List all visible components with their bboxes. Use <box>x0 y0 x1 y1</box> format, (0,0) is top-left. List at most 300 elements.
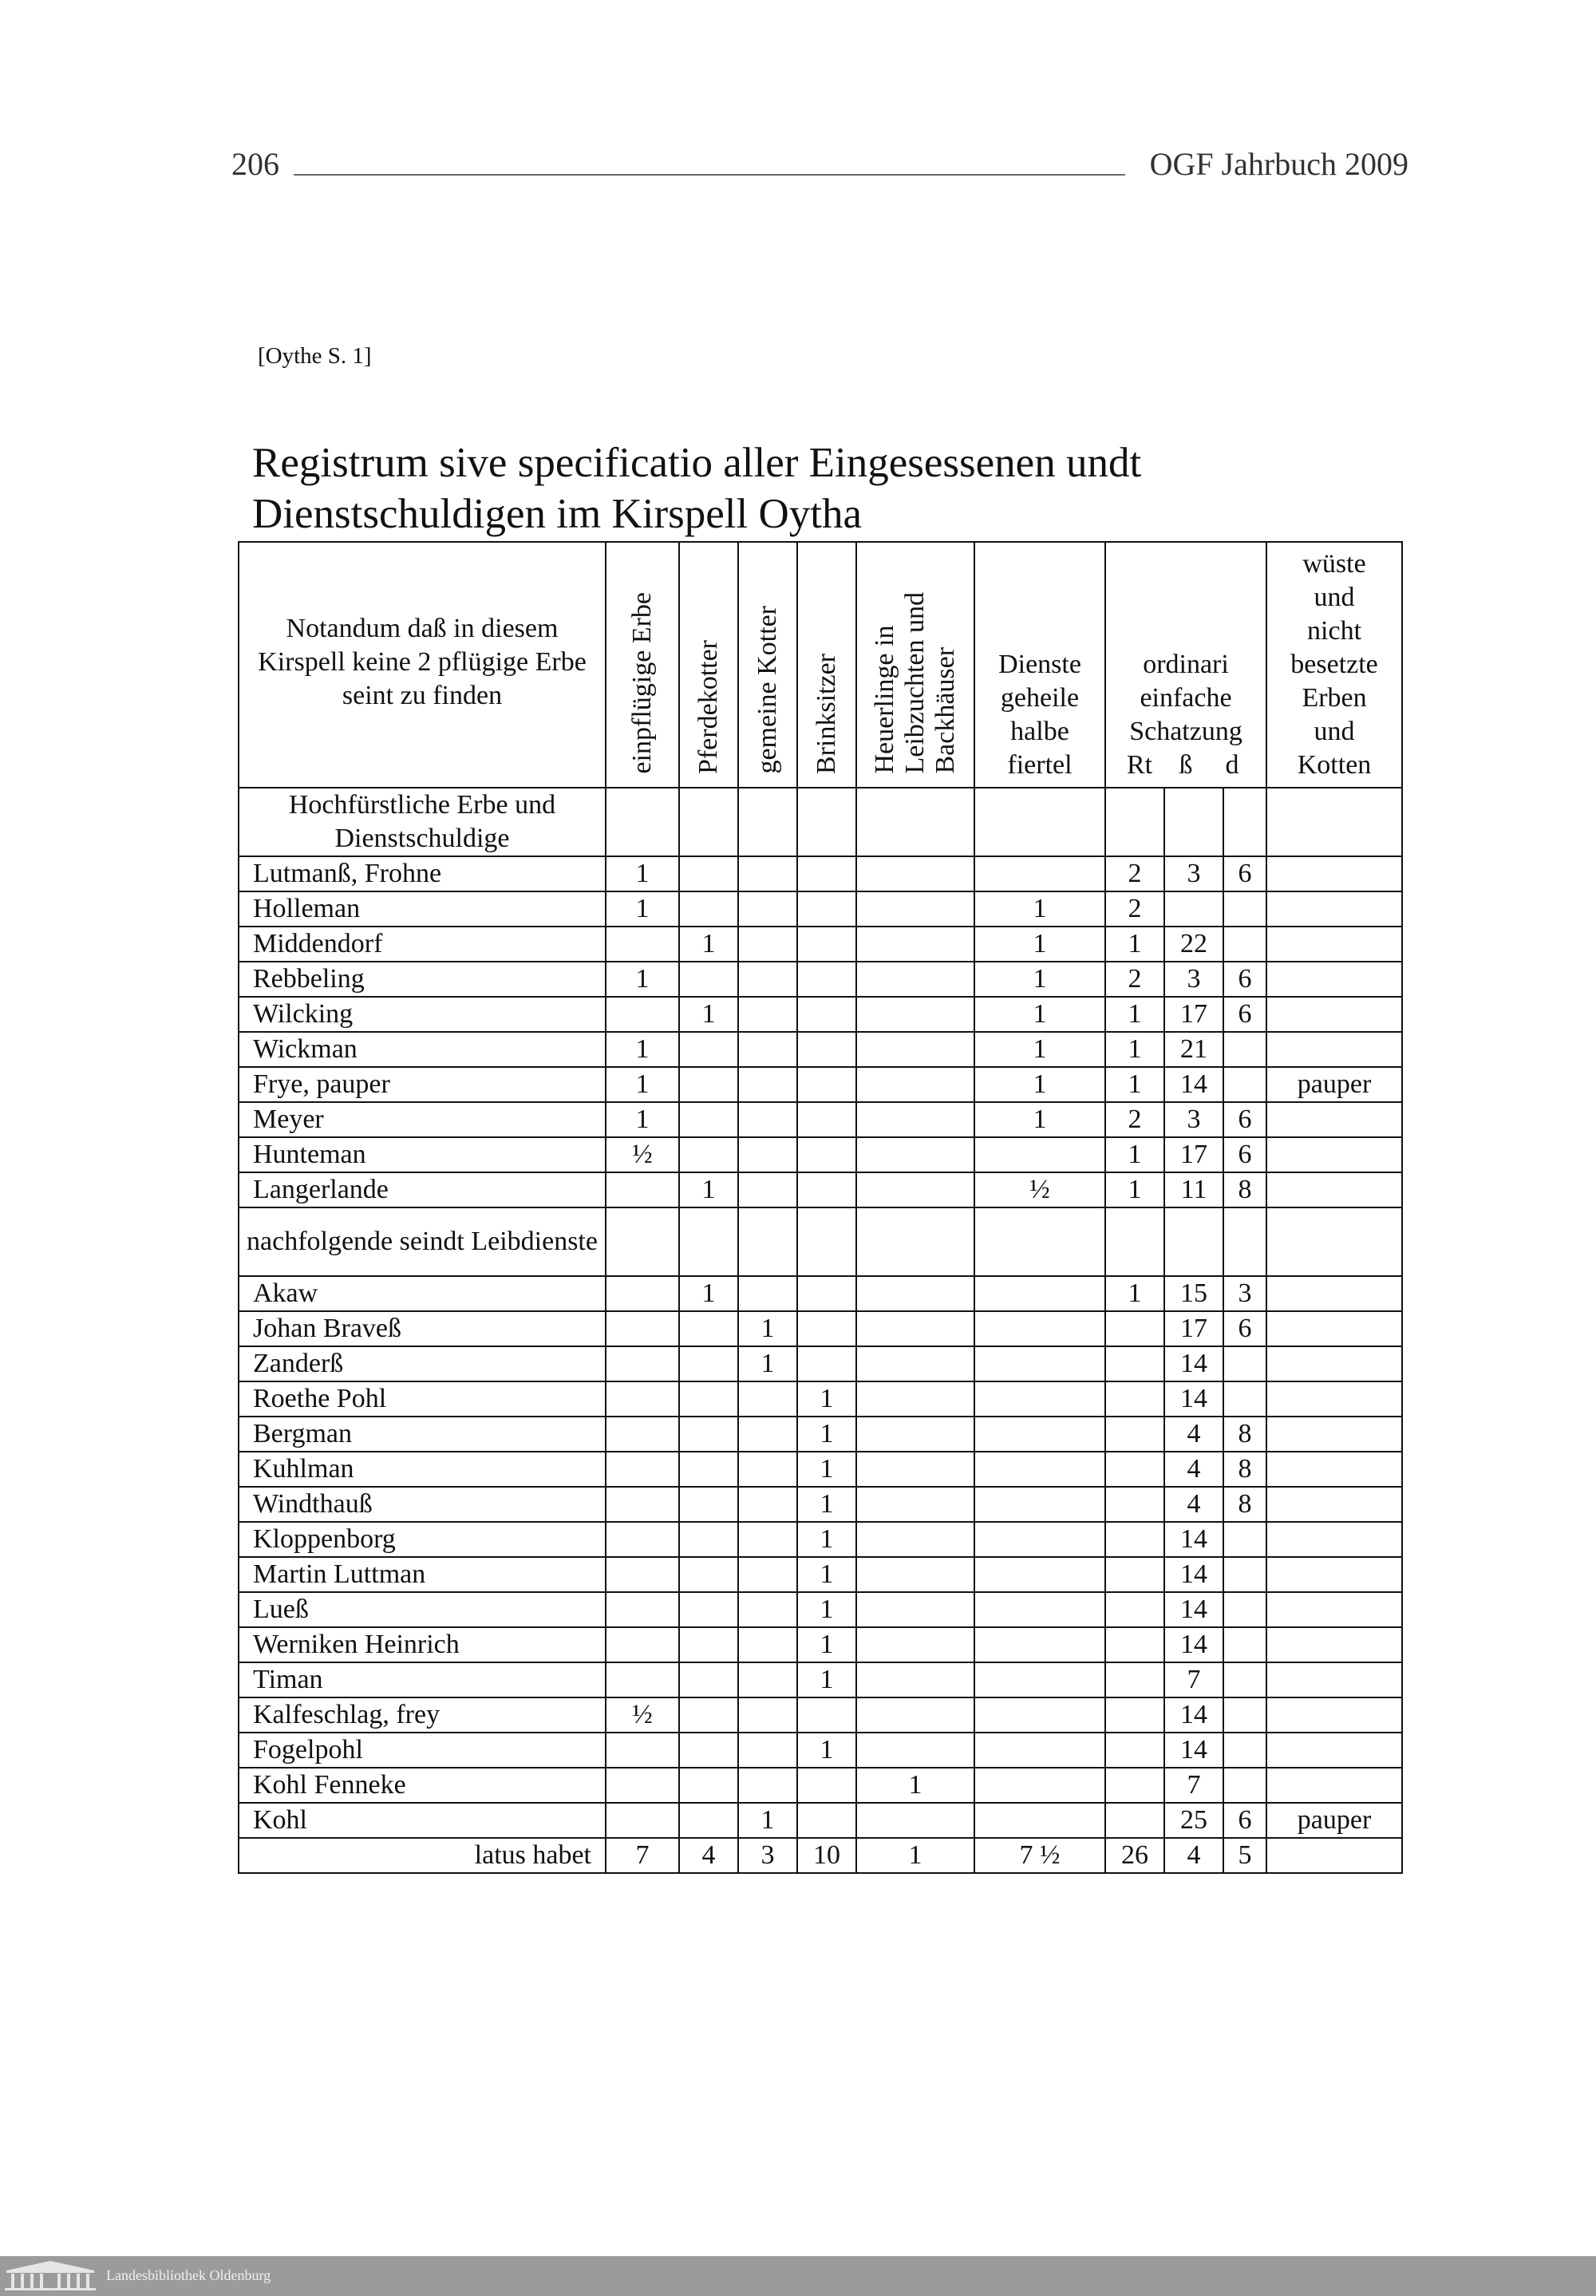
value-cell <box>856 927 974 962</box>
value-cell <box>1266 1102 1402 1137</box>
value-cell <box>679 1627 738 1662</box>
value-cell <box>606 1346 679 1381</box>
value-cell: 14 <box>1164 1697 1223 1733</box>
value-cell: 1 <box>797 1381 856 1417</box>
col-header-dienste: Dienste geheile halbe fiertel <box>974 542 1105 788</box>
value-cell <box>1266 1381 1402 1417</box>
value-cell <box>856 1102 974 1137</box>
person-name: Kalfeschlag, frey <box>239 1697 606 1733</box>
value-cell <box>738 1417 797 1452</box>
value-cell: 6 <box>1223 997 1266 1032</box>
empty-cell <box>1105 788 1164 856</box>
person-name: Langerlande <box>239 1172 606 1207</box>
value-cell <box>797 1032 856 1067</box>
value-cell: 21 <box>1164 1032 1223 1067</box>
value-cell <box>856 1346 974 1381</box>
value-cell: 10 <box>797 1838 856 1873</box>
col-header-wueste: wüste und nicht besetzte Erben und Kotten <box>1266 542 1402 788</box>
value-cell: 1 <box>1105 1067 1164 1102</box>
value-cell: 1 <box>606 1032 679 1067</box>
library-name: Landesbibliothek Oldenburg <box>106 2267 271 2283</box>
empty-cell <box>606 1207 679 1276</box>
value-cell <box>974 1346 1105 1381</box>
value-cell <box>1223 1697 1266 1733</box>
value-cell: 1 <box>856 1768 974 1803</box>
value-cell: 1 <box>974 1032 1105 1067</box>
value-cell <box>606 927 679 962</box>
value-cell: 1 <box>738 1803 797 1838</box>
value-cell: 1 <box>606 962 679 997</box>
value-cell <box>606 1276 679 1311</box>
value-cell <box>974 856 1105 891</box>
value-cell <box>738 1381 797 1417</box>
table-row <box>239 1452 1402 1487</box>
value-cell <box>606 1522 679 1557</box>
value-cell: ½ <box>606 1137 679 1172</box>
value-cell: 1 <box>679 1276 738 1311</box>
journal-title: OGF Jahrbuch 2009 <box>1149 146 1408 182</box>
value-cell <box>679 1487 738 1522</box>
totals-label: latus habet <box>239 1838 606 1873</box>
value-cell <box>1105 1346 1164 1381</box>
value-cell <box>974 1768 1105 1803</box>
value-cell: 3 <box>1164 1102 1223 1137</box>
value-cell: 3 <box>1164 962 1223 997</box>
value-cell <box>1266 1627 1402 1662</box>
person-name: Rebbeling <box>239 962 606 997</box>
value-cell <box>856 1137 974 1172</box>
value-cell <box>856 1522 974 1557</box>
value-cell <box>797 1311 856 1346</box>
value-cell <box>974 1592 1105 1627</box>
value-cell <box>679 1803 738 1838</box>
value-cell <box>797 1803 856 1838</box>
value-cell: 1 <box>797 1452 856 1487</box>
value-cell <box>606 1627 679 1662</box>
value-cell: 8 <box>1223 1487 1266 1522</box>
value-cell <box>606 1557 679 1592</box>
empty-cell <box>1266 788 1402 856</box>
value-cell: 1 <box>974 962 1105 997</box>
person-name: Fogelpohl <box>239 1733 606 1768</box>
value-cell <box>1223 927 1266 962</box>
table-row <box>239 1627 1402 1662</box>
table-row <box>239 927 1402 962</box>
person-name: Timan <box>239 1662 606 1697</box>
value-cell: 1 <box>797 1592 856 1627</box>
value-cell <box>679 856 738 891</box>
value-cell <box>797 856 856 891</box>
value-cell <box>738 891 797 927</box>
value-cell <box>738 962 797 997</box>
value-cell <box>1223 1627 1266 1662</box>
value-cell <box>738 1557 797 1592</box>
value-cell <box>856 1172 974 1207</box>
value-cell <box>738 1487 797 1522</box>
person-name: Holleman <box>239 891 606 927</box>
value-cell: 8 <box>1223 1417 1266 1452</box>
table-row <box>239 1102 1402 1137</box>
value-cell <box>679 1032 738 1067</box>
value-cell <box>1266 1311 1402 1346</box>
person-name: Kuhlman <box>239 1452 606 1487</box>
value-cell: 4 <box>679 1838 738 1873</box>
library-footer-bar <box>0 2256 1596 2296</box>
value-cell <box>1266 1522 1402 1557</box>
value-cell: 5 <box>1223 1838 1266 1873</box>
value-cell <box>1105 1557 1164 1592</box>
value-cell <box>1223 1067 1266 1102</box>
person-name: Frye, pauper <box>239 1067 606 1102</box>
col-header-pferdekotter: Pferdekotter <box>679 542 738 788</box>
value-cell <box>1266 1452 1402 1487</box>
value-cell: 1 <box>974 1067 1105 1102</box>
value-cell: 14 <box>1164 1592 1223 1627</box>
value-cell: 14 <box>1164 1381 1223 1417</box>
table-row <box>239 1276 1402 1311</box>
value-cell <box>606 1733 679 1768</box>
value-cell <box>797 891 856 927</box>
empty-cell <box>1223 788 1266 856</box>
value-cell <box>679 1662 738 1697</box>
value-cell: 1 <box>974 927 1105 962</box>
person-name: Akaw <box>239 1276 606 1311</box>
person-name: Zanderß <box>239 1346 606 1381</box>
value-cell: 17 <box>1164 1137 1223 1172</box>
value-cell <box>1105 1452 1164 1487</box>
value-cell: 14 <box>1164 1557 1223 1592</box>
person-name: Wickman <box>239 1032 606 1067</box>
empty-cell <box>1223 1207 1266 1276</box>
value-cell <box>606 1803 679 1838</box>
value-cell <box>797 997 856 1032</box>
value-cell <box>974 1137 1105 1172</box>
value-cell <box>1266 1276 1402 1311</box>
value-cell: 4 <box>1164 1417 1223 1452</box>
value-cell <box>738 1172 797 1207</box>
value-cell <box>738 1452 797 1487</box>
value-cell <box>797 1102 856 1137</box>
person-name: Roethe Pohl <box>239 1381 606 1417</box>
value-cell: 1 <box>606 856 679 891</box>
table-row <box>239 1311 1402 1346</box>
value-cell <box>1266 962 1402 997</box>
value-cell <box>679 1102 738 1137</box>
person-name: Lueß <box>239 1592 606 1627</box>
value-cell <box>1266 1487 1402 1522</box>
notandum-cell: Notandum daß in diesem Kirspell keine 2 pflügige Erbe seint zu finden <box>239 542 606 788</box>
value-cell <box>797 1697 856 1733</box>
value-cell: 1 <box>606 1102 679 1137</box>
value-cell <box>679 1592 738 1627</box>
value-cell <box>1266 1592 1402 1627</box>
value-cell <box>797 1067 856 1102</box>
value-cell: 1 <box>974 1102 1105 1137</box>
empty-cell <box>679 1207 738 1276</box>
value-cell <box>856 1067 974 1102</box>
document-title <box>252 437 1141 539</box>
value-cell: 3 <box>1164 856 1223 891</box>
table-row <box>239 1487 1402 1522</box>
value-cell: 3 <box>738 1838 797 1873</box>
value-cell <box>1266 1172 1402 1207</box>
value-cell: 2 <box>1105 856 1164 891</box>
person-name: Hunteman <box>239 1137 606 1172</box>
value-cell <box>606 1452 679 1487</box>
section-label: Hochfürstliche Erbe und Dienstschuldige <box>239 788 606 856</box>
col-header-einpfluegige-erbe: einpflügige Erbe <box>606 542 679 788</box>
value-cell <box>738 1032 797 1067</box>
value-cell: 22 <box>1164 927 1223 962</box>
value-cell <box>738 1697 797 1733</box>
value-cell <box>679 1452 738 1487</box>
value-cell <box>606 1768 679 1803</box>
value-cell: 8 <box>1223 1172 1266 1207</box>
value-cell: 1 <box>1105 997 1164 1032</box>
title-line-1: Registrum sive specificatio aller Eingesessenen undt <box>252 440 1142 486</box>
value-cell <box>797 1346 856 1381</box>
value-cell <box>679 1768 738 1803</box>
value-cell: 1 <box>1105 1276 1164 1311</box>
table-row <box>239 1592 1402 1627</box>
value-cell <box>1105 1733 1164 1768</box>
value-cell: 1 <box>1105 1032 1164 1067</box>
value-cell <box>606 997 679 1032</box>
empty-cell <box>974 1207 1105 1276</box>
value-cell <box>856 997 974 1032</box>
value-cell <box>856 1592 974 1627</box>
value-cell: 1 <box>606 891 679 927</box>
value-cell <box>606 1172 679 1207</box>
value-cell: 14 <box>1164 1627 1223 1662</box>
value-cell: 1 <box>974 997 1105 1032</box>
table-row <box>239 962 1402 997</box>
person-name: Lutmanß, Frohne <box>239 856 606 891</box>
value-cell: 6 <box>1223 962 1266 997</box>
value-cell <box>856 891 974 927</box>
value-cell <box>738 1137 797 1172</box>
table-row <box>239 1032 1402 1067</box>
value-cell <box>1105 1662 1164 1697</box>
section-header-row <box>239 1207 1402 1276</box>
value-cell <box>1223 1346 1266 1381</box>
value-cell: 3 <box>1223 1276 1266 1311</box>
value-cell <box>738 1592 797 1627</box>
value-cell <box>1105 1417 1164 1452</box>
value-cell <box>1105 1487 1164 1522</box>
person-name: Wilcking <box>239 997 606 1032</box>
value-cell: 15 <box>1164 1276 1223 1311</box>
section-header-row <box>239 788 1402 856</box>
value-cell <box>856 856 974 891</box>
empty-cell <box>974 788 1105 856</box>
person-name: Meyer <box>239 1102 606 1137</box>
value-cell: 7 <box>1164 1662 1223 1697</box>
value-cell <box>797 1172 856 1207</box>
source-reference: [Oythe S. 1] <box>258 343 372 369</box>
value-cell <box>738 1733 797 1768</box>
value-cell: 6 <box>1223 1803 1266 1838</box>
value-cell <box>974 1452 1105 1487</box>
value-cell <box>797 962 856 997</box>
table-row <box>239 1346 1402 1381</box>
col-header-schatzung: ordinari einfache Schatzung Rt ß d <box>1105 542 1266 788</box>
value-cell <box>679 891 738 927</box>
value-cell <box>1266 1137 1402 1172</box>
value-cell: 4 <box>1164 1487 1223 1522</box>
value-cell: 14 <box>1164 1522 1223 1557</box>
value-cell <box>797 1768 856 1803</box>
table-row <box>239 1137 1402 1172</box>
value-cell: 6 <box>1223 856 1266 891</box>
value-cell <box>974 1662 1105 1697</box>
value-cell <box>974 1697 1105 1733</box>
value-cell <box>974 1733 1105 1768</box>
empty-cell <box>738 788 797 856</box>
value-cell <box>679 1381 738 1417</box>
person-name: Kloppenborg <box>239 1522 606 1557</box>
value-cell <box>1266 891 1402 927</box>
value-cell: 7 <box>606 1838 679 1873</box>
value-cell <box>606 1662 679 1697</box>
value-cell <box>679 1733 738 1768</box>
value-cell <box>738 1276 797 1311</box>
table-row <box>239 1522 1402 1557</box>
empty-cell <box>738 1207 797 1276</box>
table-row <box>239 891 1402 927</box>
value-cell <box>856 1381 974 1417</box>
value-cell: 1 <box>1105 1137 1164 1172</box>
empty-cell <box>1164 788 1223 856</box>
col-header-heuerlinge: Heuerlinge in Leibzuchten und Backhäuser <box>856 542 974 788</box>
value-cell <box>606 1311 679 1346</box>
value-cell <box>1266 1768 1402 1803</box>
value-cell: 1 <box>606 1067 679 1102</box>
value-cell: 1 <box>1105 1172 1164 1207</box>
value-cell: 1 <box>797 1627 856 1662</box>
value-cell <box>679 1346 738 1381</box>
value-cell <box>974 1557 1105 1592</box>
value-cell <box>738 997 797 1032</box>
value-cell <box>1223 1592 1266 1627</box>
value-cell <box>738 856 797 891</box>
library-building-icon <box>3 2259 97 2291</box>
value-cell <box>1223 1768 1266 1803</box>
value-cell <box>679 1522 738 1557</box>
person-name: Bergman <box>239 1417 606 1452</box>
value-cell <box>1223 1662 1266 1697</box>
value-cell <box>856 1487 974 1522</box>
value-cell <box>974 1522 1105 1557</box>
empty-cell <box>797 1207 856 1276</box>
table-row <box>239 1697 1402 1733</box>
table-row <box>239 1803 1402 1838</box>
value-cell <box>1105 1592 1164 1627</box>
value-cell <box>1105 1627 1164 1662</box>
value-cell <box>856 1803 974 1838</box>
value-cell <box>1266 1417 1402 1452</box>
value-cell <box>738 927 797 962</box>
value-cell <box>856 1417 974 1452</box>
value-cell <box>1266 1697 1402 1733</box>
value-cell <box>1105 1803 1164 1838</box>
value-cell <box>1266 856 1402 891</box>
value-cell: 11 <box>1164 1172 1223 1207</box>
table-row <box>239 1172 1402 1207</box>
person-name: Johan Braveß <box>239 1311 606 1346</box>
table-row <box>239 1768 1402 1803</box>
value-cell <box>679 1417 738 1452</box>
value-cell: 4 <box>1164 1838 1223 1873</box>
value-cell <box>606 1381 679 1417</box>
value-cell <box>738 1522 797 1557</box>
empty-cell <box>1164 1207 1223 1276</box>
value-cell <box>1266 1733 1402 1768</box>
value-cell <box>1266 1032 1402 1067</box>
value-cell <box>974 1627 1105 1662</box>
value-cell: 17 <box>1164 997 1223 1032</box>
empty-cell <box>856 1207 974 1276</box>
section-label: nachfolgende seindt Leibdienste <box>239 1207 606 1276</box>
value-cell <box>1223 1733 1266 1768</box>
value-cell: 6 <box>1223 1311 1266 1346</box>
value-cell <box>1223 1557 1266 1592</box>
value-cell <box>974 1276 1105 1311</box>
value-cell <box>1223 1522 1266 1557</box>
value-cell: 7 ½ <box>974 1838 1105 1873</box>
value-cell: 1 <box>679 997 738 1032</box>
value-cell <box>1105 1768 1164 1803</box>
value-cell <box>1266 1346 1402 1381</box>
table-row <box>239 1733 1402 1768</box>
empty-cell <box>606 788 679 856</box>
value-cell: pauper <box>1266 1803 1402 1838</box>
table-row <box>239 1557 1402 1592</box>
value-cell <box>738 1662 797 1697</box>
table-row <box>239 997 1402 1032</box>
value-cell: 2 <box>1105 962 1164 997</box>
value-cell <box>856 1276 974 1311</box>
value-cell: 17 <box>1164 1311 1223 1346</box>
value-cell: 4 <box>1164 1452 1223 1487</box>
value-cell <box>738 1627 797 1662</box>
value-cell <box>856 1627 974 1662</box>
value-cell: 1 <box>738 1311 797 1346</box>
value-cell: 1 <box>738 1346 797 1381</box>
value-cell <box>1223 891 1266 927</box>
value-cell: 1 <box>797 1733 856 1768</box>
person-name: Windthauß <box>239 1487 606 1522</box>
value-cell: 1 <box>856 1838 974 1873</box>
value-cell <box>738 1067 797 1102</box>
value-cell: ½ <box>974 1172 1105 1207</box>
value-cell <box>856 1662 974 1697</box>
person-name: Martin Luttman <box>239 1557 606 1592</box>
value-cell: 1 <box>797 1487 856 1522</box>
person-name: Werniken Heinrich <box>239 1627 606 1662</box>
value-cell: 8 <box>1223 1452 1266 1487</box>
value-cell: 2 <box>1105 891 1164 927</box>
value-cell <box>1266 1557 1402 1592</box>
table-row <box>239 1417 1402 1452</box>
value-cell <box>1266 1662 1402 1697</box>
value-cell <box>797 1276 856 1311</box>
value-cell <box>606 1417 679 1452</box>
col-header-brinksitzer: Brinksitzer <box>797 542 856 788</box>
empty-cell <box>679 788 738 856</box>
value-cell: 7 <box>1164 1768 1223 1803</box>
value-cell: 14 <box>1164 1346 1223 1381</box>
